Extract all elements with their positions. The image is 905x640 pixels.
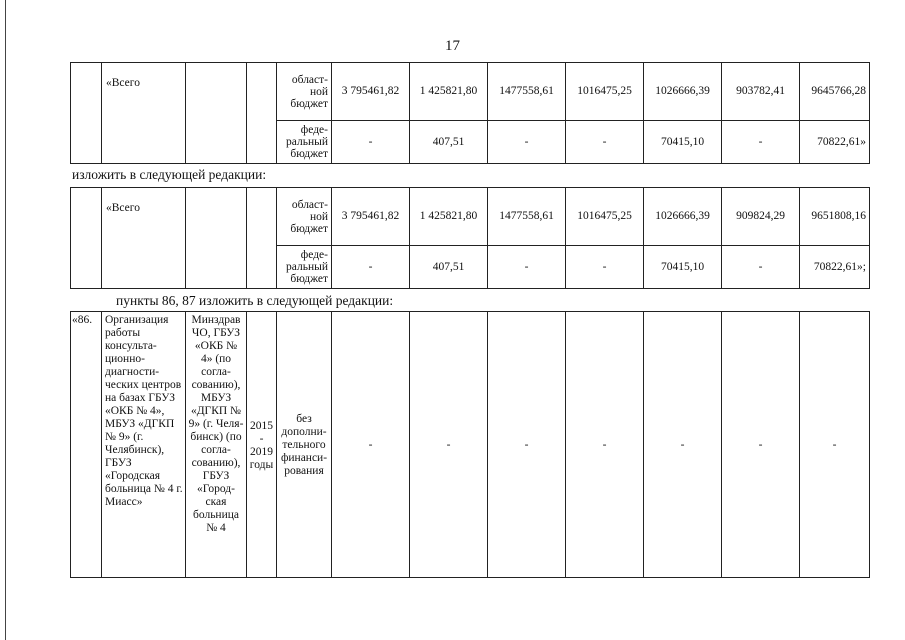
value-cell: 70415,10 [644,246,722,289]
period-cell [247,63,277,164]
value-cell: - [488,121,566,164]
value-cell: - [488,246,566,289]
value-cell: - [488,312,566,578]
budget-table-old [70,62,870,164]
value-cell: 1477558,61 [488,63,566,121]
budget-type-regional: област- ной бюджет [277,63,332,121]
value-cell: 407,51 [410,246,488,289]
value-cell: - [722,312,800,578]
page-left-border [5,0,6,640]
value-cell: - [566,246,644,289]
item-index: «86. [71,312,102,578]
item-executor: Минздрав ЧО, ГБУЗ «ОКБ № 4» (по согла-сованию), МБУЗ «ДГКП № 9» (г. Челя-бинск) (по согла-сованию), ГБУЗ «Город-ская больница № 4 [186,312,247,578]
value-cell: 1026666,39 [644,188,722,246]
value-cell: - [332,121,410,164]
value-cell: 3 795461,82 [332,188,410,246]
value-cell: 1026666,39 [644,63,722,121]
value-cell: 70822,61»; [800,246,870,289]
item-86-table [70,311,870,578]
value-cell: 1477558,61 [488,188,566,246]
executor-cell [186,188,247,289]
budget-table-new [70,187,870,289]
value-cell: - [410,312,488,578]
value-cell: 1016475,25 [566,188,644,246]
table-row [71,188,870,246]
value-cell: 70415,10 [644,121,722,164]
page-number: 17 [445,38,460,54]
budget-type-federal: феде- ральный бюджет [277,246,332,289]
index-cell [71,63,102,164]
total-label: «Всего [102,188,186,289]
value-cell: - [332,312,410,578]
value-cell: - [332,246,410,289]
value-cell: 903782,41 [722,63,800,121]
caption-items-86-87: пункты 86, 87 изложить в следующей редакции: [116,293,394,308]
value-cell: - [722,121,800,164]
value-cell: 3 795461,82 [332,63,410,121]
value-cell: 1016475,25 [566,63,644,121]
value-cell: 9651808,16 [800,188,870,246]
index-cell [71,188,102,289]
executor-cell [186,63,247,164]
total-label: «Всего [102,63,186,164]
budget-type-federal: феде- ральный бюджет [277,121,332,164]
value-cell: 70822,61» [800,121,870,164]
item-period: 2015 - 2019 годы [247,312,277,578]
value-cell: - [800,312,870,578]
value-cell: 1 425821,80 [410,188,488,246]
period-cell [247,188,277,289]
value-cell: - [644,312,722,578]
item-name: Организация работы консульта-ционно-диагности-ческих центров на базах ГБУЗ «ОКБ № 4», МБУЗ «ДГКП № 9» (г. Челябинск), ГБУЗ «Городская больница № 4 г. Миасс» [102,312,186,578]
budget-type-regional: област- ной бюджет [277,188,332,246]
value-cell: - [722,246,800,289]
table-row [71,312,870,578]
value-cell: - [566,121,644,164]
caption-new-edition: изложить в следующей редакции: [72,167,267,182]
value-cell: 407,51 [410,121,488,164]
value-cell: 909824,29 [722,188,800,246]
table-row [71,63,870,121]
item-funding: без дополни-тельного финанси-рования [277,312,332,578]
value-cell: - [566,312,644,578]
value-cell: 1 425821,80 [410,63,488,121]
value-cell: 9645766,28 [800,63,870,121]
